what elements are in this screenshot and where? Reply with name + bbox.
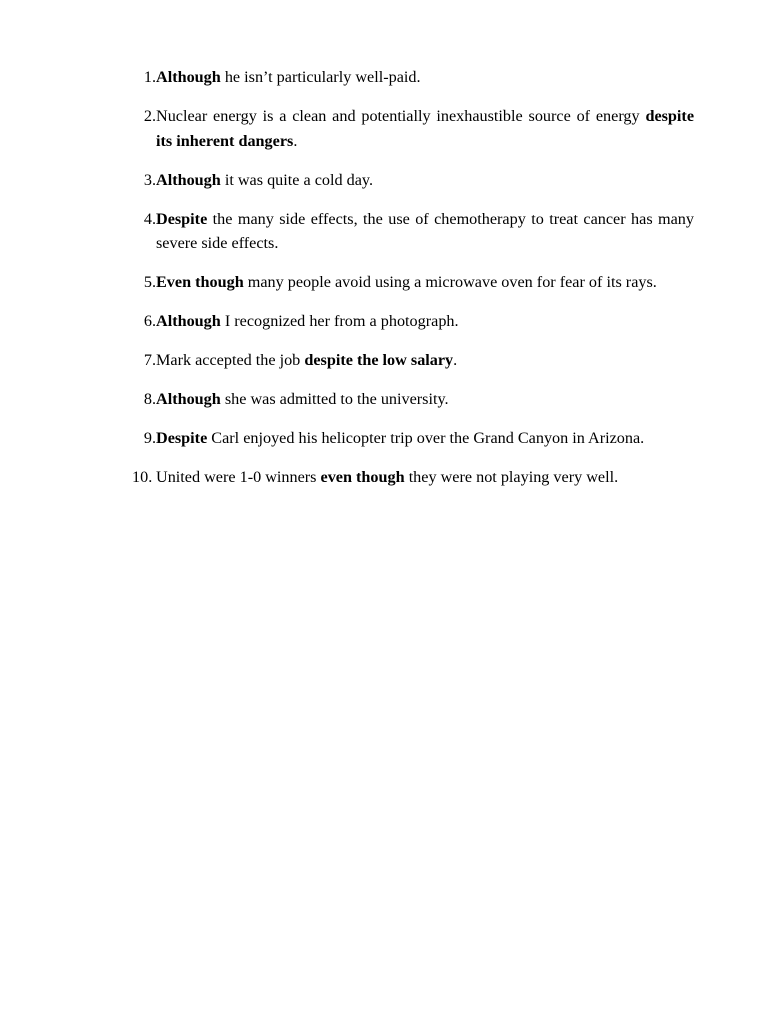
- list-item: [128, 465, 694, 490]
- item-text: [156, 309, 694, 334]
- item-text: [156, 348, 694, 373]
- bold-segment: even though: [320, 468, 405, 486]
- text-segment: many people avoid using a microwave oven for fear of its rays.: [243, 273, 657, 291]
- text-segment: Carl enjoyed his helicopter trip over the Grand Canyon in Arizona.: [207, 429, 645, 447]
- bold-segment: Even though: [156, 273, 244, 291]
- list-item: [128, 270, 694, 295]
- item-text: [156, 465, 694, 490]
- list-item: [128, 309, 694, 334]
- item-number: 5.: [143, 273, 156, 291]
- item-number: 6.: [143, 312, 156, 330]
- item-text: [156, 65, 694, 90]
- text-segment: I recognized her from a photograph.: [220, 312, 459, 330]
- text-segment: she was admitted to the university.: [220, 390, 449, 408]
- bold-segment: Despite: [156, 209, 208, 228]
- text-segment: they were not playing very well.: [404, 468, 619, 486]
- text-segment: United were 1-0 winners: [156, 468, 321, 486]
- text-segment: Mark accepted the job: [156, 351, 305, 369]
- item-text: [156, 168, 694, 193]
- list-item: [128, 426, 694, 451]
- text-segment: it was quite a cold day.: [220, 170, 374, 189]
- bold-segment: Although: [156, 312, 221, 330]
- text-segment: the many side effects, the use of chemotherapy to treat cancer has many severe side effects.: [156, 209, 694, 252]
- list-item: [128, 168, 694, 193]
- answer-list: [128, 65, 694, 504]
- list-item: [128, 348, 694, 373]
- bold-segment: Despite: [156, 429, 208, 447]
- item-number: 10.: [132, 468, 153, 486]
- item-number: 8.: [143, 390, 156, 408]
- item-number: 1.: [143, 68, 156, 86]
- bold-segment: despite its inherent dangers: [156, 107, 694, 150]
- bold-segment: despite the low salary: [304, 351, 454, 369]
- item-text: [156, 387, 694, 412]
- text-segment: .: [293, 131, 298, 150]
- item-text: [156, 270, 694, 295]
- item-text: [156, 207, 694, 256]
- bold-segment: Although: [156, 170, 221, 189]
- item-number: 7.: [143, 351, 156, 369]
- bold-segment: Although: [156, 68, 221, 86]
- item-number: 9.: [143, 429, 156, 447]
- item-text: [156, 426, 694, 451]
- text-segment: .: [453, 351, 458, 369]
- list-item: [128, 387, 694, 412]
- item-text: [156, 104, 694, 153]
- list-item: [128, 65, 694, 90]
- item-number: 2.: [143, 107, 156, 125]
- list-item: [128, 207, 694, 256]
- item-number: 3.: [143, 170, 156, 189]
- bold-segment: Although: [156, 390, 221, 408]
- text-segment: he isn’t particularly well-paid.: [220, 68, 421, 86]
- text-segment: Nuclear energy is a clean and potentially inexhaustible source of energy: [156, 107, 646, 125]
- item-number: 4.: [143, 209, 156, 228]
- list-item: [128, 104, 694, 153]
